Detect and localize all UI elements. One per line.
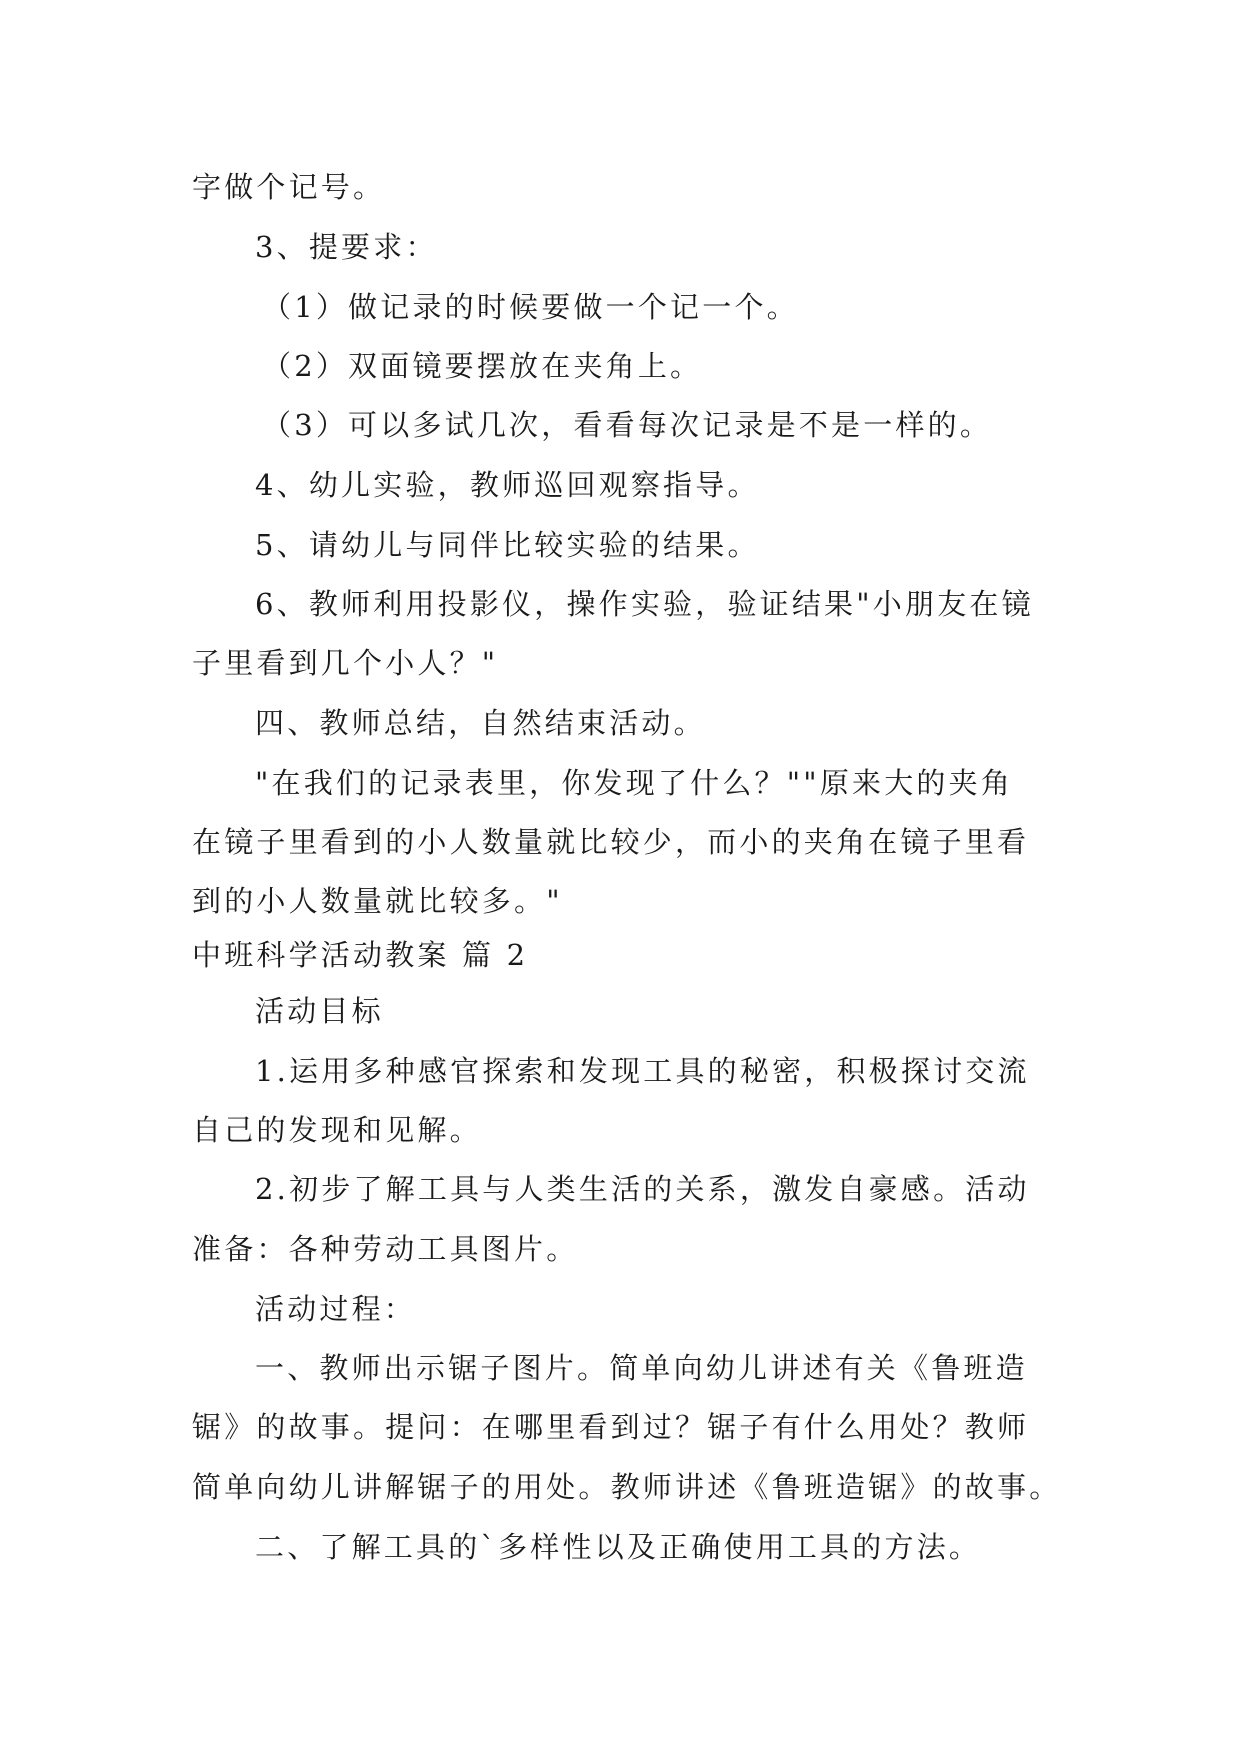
list-item: （1）做记录的时候要做一个记一个。 bbox=[262, 290, 799, 324]
paragraph-line: 锯》的故事。提问：在哪里看到过？锯子有什么用处？教师 bbox=[192, 1410, 1030, 1444]
paragraph-line: 二、了解工具的`多样性以及正确使用工具的方法。 bbox=[255, 1530, 982, 1564]
paragraph-line: 6、教师利用投影仪，操作实验，验证结果"小朋友在镜 bbox=[255, 587, 1034, 621]
subheading: 活动目标 bbox=[255, 994, 384, 1028]
paragraph-line: 1.运用多种感官探索和发现工具的秘密，积极探讨交流 bbox=[255, 1054, 1030, 1088]
paragraph-line: 4、幼儿实验，教师巡回观察指导。 bbox=[255, 468, 760, 502]
paragraph-line: 在镜子里看到的小人数量就比较少，而小的夹角在镜子里看 bbox=[192, 825, 1030, 859]
list-item: （3）可以多试几次，看看每次记录是不是一样的。 bbox=[262, 408, 993, 442]
paragraph-line: 准备：各种劳动工具图片。 bbox=[192, 1232, 579, 1266]
paragraph-line: 5、请幼儿与同伴比较实验的结果。 bbox=[255, 528, 760, 562]
paragraph-line: 自己的发现和见解。 bbox=[192, 1113, 482, 1147]
paragraph-line: 一、教师出示锯子图片。简单向幼儿讲述有关《鲁班造 bbox=[255, 1351, 1028, 1385]
paragraph-line: 子里看到几个小人？" bbox=[192, 646, 499, 680]
paragraph-line: 3、提要求： bbox=[255, 230, 438, 264]
paragraph-line: 2.初步了解工具与人类生活的关系，激发自豪感。活动 bbox=[255, 1172, 1030, 1206]
paragraph-line: 字做个记号。 bbox=[192, 170, 386, 204]
section-heading: 中班科学活动教案 篇 2 bbox=[192, 938, 529, 972]
paragraph-line: 到的小人数量就比较多。" bbox=[192, 884, 563, 918]
list-item: （2）双面镜要摆放在夹角上。 bbox=[262, 349, 703, 383]
paragraph-line: 四、教师总结，自然结束活动。 bbox=[255, 706, 706, 740]
paragraph-line: 简单向幼儿讲解锯子的用处。教师讲述《鲁班造锯》的故事。 bbox=[192, 1470, 1062, 1504]
subheading: 活动过程： bbox=[255, 1292, 417, 1326]
paragraph-line: "在我们的记录表里，你发现了什么？""原来大的夹角 bbox=[255, 766, 1014, 800]
